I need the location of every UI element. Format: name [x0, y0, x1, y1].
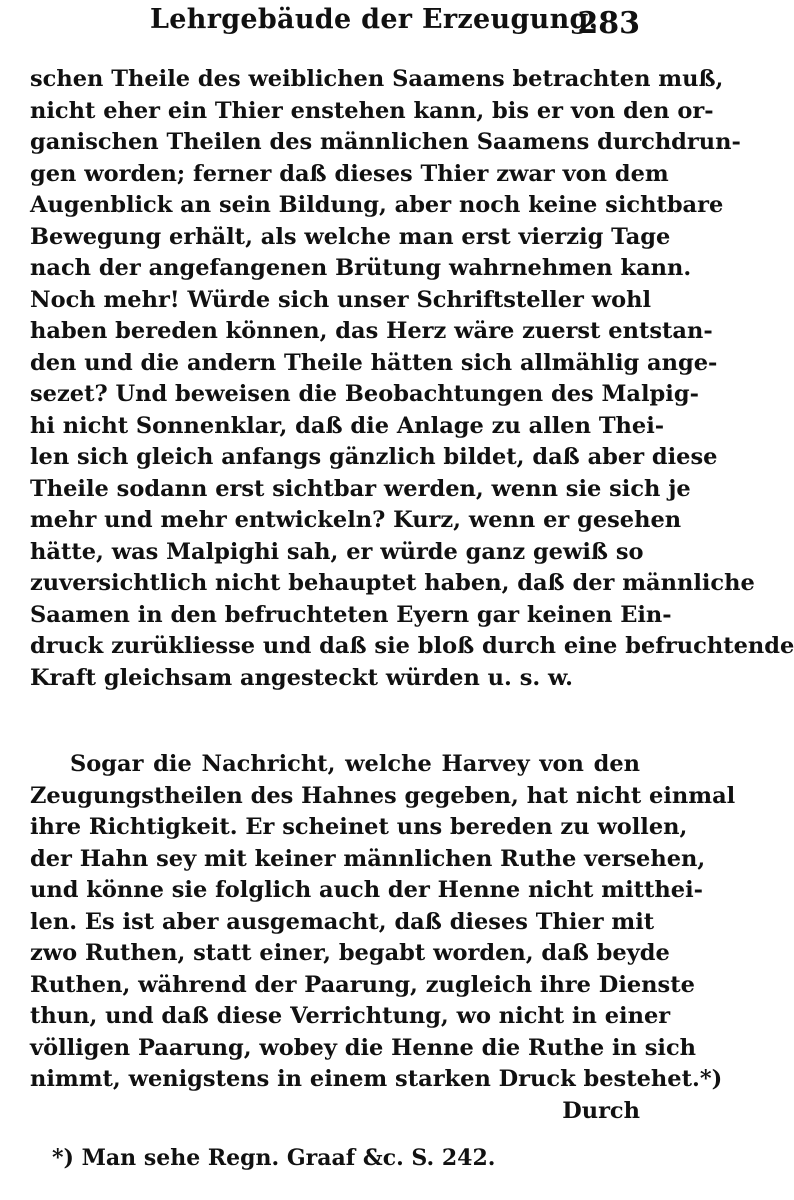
text-line: mehr und mehr entwickeln? Kurz, wenn er gesehen: [30, 507, 682, 533]
text-line: sezet? Und beweisen die Beobachtungen des Malpig-: [30, 381, 699, 407]
text-line: Kraft gleichsam angesteckt würden u. s. w.: [30, 664, 573, 691]
text-line: nach der angefangenen Brütung wahrnehmen kann.: [30, 255, 692, 281]
text-line: nimmt, wenigstens in einem starken Druck bestehet.*): [30, 1066, 723, 1092]
catchword: Durch: [562, 1097, 640, 1124]
text-line: Augenblick an sein Bildung, aber noch keine sichtbare: [30, 192, 724, 218]
text-line: haben bereden können, das Herz wäre zuerst entstan-: [30, 318, 713, 344]
text-line: Sogar die Nachricht, welche Harvey von den: [70, 751, 640, 777]
text-line: hätte, was Malpighi sah, er würde ganz gewiß so: [30, 538, 644, 565]
text-line: schen Theile des weiblichen Saamens betrachten muß,: [30, 66, 724, 92]
text-line: hi nicht Sonnenklar, daß die Anlage zu allen Thei-: [30, 412, 665, 439]
text-line: thun, und daß diese Verrichtung, wo nicht in einer: [30, 1003, 671, 1029]
text-line: Zeugungstheilen des Hahnes gegeben, hat nicht einmal: [30, 782, 736, 809]
page-number: 283: [577, 6, 640, 41]
text-line: Ruthen, während der Paarung, zugleich ihre Dienste: [30, 971, 695, 998]
text-line: druck zurükliesse und daß sie bloß durch eine befruchtende: [30, 633, 794, 659]
text-line: den und die andern Theile hätten sich allmählig ange-: [30, 349, 718, 376]
text-line: nicht eher ein Thier enstehen kann, bis er von den or-: [30, 97, 714, 124]
text-line: len. Es ist aber ausgemacht, daß dieses Thier mit: [30, 908, 655, 935]
text-line: und könne sie folglich auch der Henne nicht mitthei-: [30, 877, 703, 903]
text-line: ihre Richtigkeit. Er scheinet uns bereden zu wollen,: [30, 814, 688, 840]
text-line: ganischen Theilen des männlichen Saamens durchdrun-: [30, 129, 741, 155]
paragraph-2: [30, 749, 736, 1127]
text-line: Bewegung erhält, als welche man erst vierzig Tage: [30, 223, 671, 250]
text-line: der Hahn sey mit keiner männlichen Ruthe versehen,: [30, 845, 706, 872]
running-title: Lehrgebäude der Erzeugung.: [150, 4, 599, 35]
footnote: *) Man sehe Regn. Graaf &c. S. 242.: [52, 1145, 496, 1171]
text-line: gen worden; ferner daß dieses Thier zwar von dem: [30, 160, 669, 187]
text-line: Noch mehr! Würde sich unser Schriftsteller wohl: [30, 286, 651, 313]
text-line: Saamen in den befruchteten Eyern gar keinen Ein-: [30, 601, 672, 628]
text-line: len sich gleich anfangs gänzlich bildet, daß aber diese: [30, 444, 718, 470]
text-line: zwo Ruthen, statt einer, begabt worden, daß beyde: [30, 940, 670, 966]
text-line: völligen Paarung, wobey die Henne die Ruthe in sich: [30, 1034, 697, 1061]
text-line: Theile sodann erst sichtbar werden, wenn sie sich je: [30, 475, 691, 502]
paragraph-1: [30, 64, 794, 694]
text-line: zuversichtlich nicht behauptet haben, daß der männliche: [30, 570, 755, 596]
